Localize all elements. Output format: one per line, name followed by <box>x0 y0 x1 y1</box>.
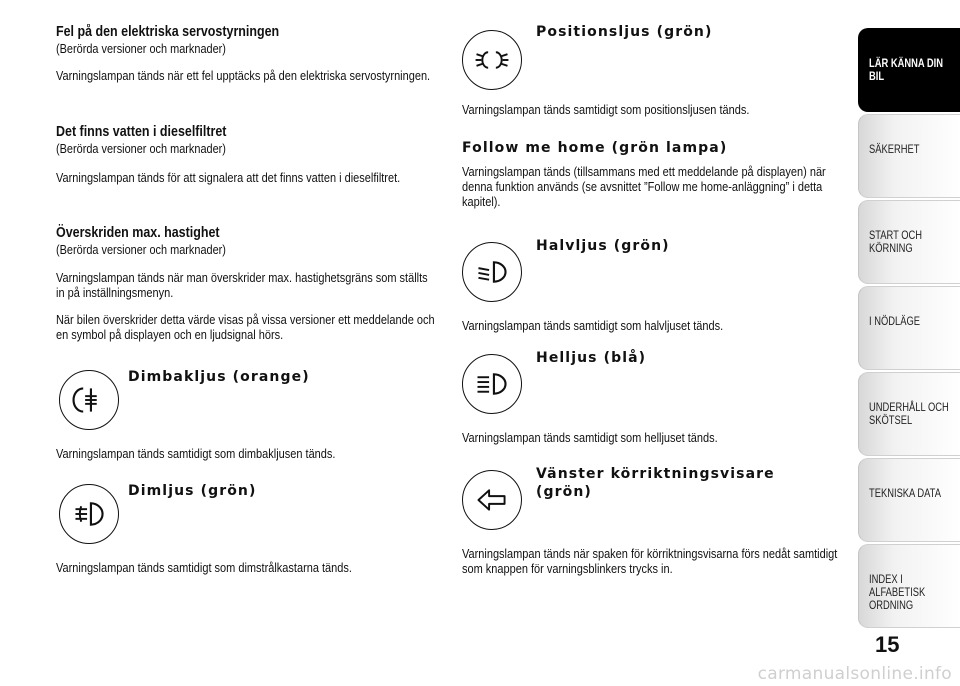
section-text: Varningslampan tänds när man överskrider max. hastighetsgräns som ställts in på inställningsmenyn. <box>56 270 428 300</box>
section-title-low-beam: Halvljus (grön) <box>536 238 670 254</box>
left-turn-signal-icon <box>462 470 522 530</box>
tab-label: I NÖDLÄGE <box>869 314 920 328</box>
page-number: 15 <box>875 632 900 657</box>
section-title-rear-fog: Dimbakljus (orange) <box>128 369 310 385</box>
watermark: carmanualsonline.info <box>757 664 952 684</box>
chapter-tabs <box>858 28 960 630</box>
section-text: Varningslampan tänds samtidigt som dimbakljusen tänds. <box>56 446 336 461</box>
section-title-left-turn: Vänster körriktningsvisare <box>536 466 775 482</box>
section-title-left-turn-line2: (grön) <box>536 484 592 500</box>
section-subtitle: (Berörda versioner och marknader) <box>56 141 226 156</box>
section-text: Varningslampan tänds när spaken för körriktningsvisarna förs nedåt samtidigt som knappen för varningsblinkers trycks in. <box>462 546 838 576</box>
tab-tekniska-data[interactable] <box>858 458 960 542</box>
tab-label: INDEX I ALFABETISK ORDNING <box>869 572 926 612</box>
section-title-position-lights: Positionsljus (grön) <box>536 24 713 40</box>
section-title-follow-me-home: Follow me home (grön lampa) <box>462 140 728 156</box>
tab-sakerhet[interactable] <box>858 114 960 198</box>
tab-start-och-korning[interactable] <box>858 200 960 284</box>
section-text: Varningslampan tänds samtidigt som dimstrålkastarna tänds. <box>56 560 352 575</box>
section-text: Varningslampan tänds (tillsammans med ett meddelande på displayen) när denna funktion används (se avsnittet ”Follow me home-anläggning” i detta kapitel). <box>462 164 826 209</box>
tab-label: LÄR KÄNNA DIN BIL <box>869 56 944 83</box>
section-title-max-speed: Överskriden max. hastighet <box>56 225 220 241</box>
section-title-front-fog: Dimljus (grön) <box>128 483 257 499</box>
section-title-high-beam: Helljus (blå) <box>536 350 647 366</box>
section-subtitle: (Berörda versioner och marknader) <box>56 41 226 56</box>
section-text: När bilen överskrider detta värde visas på vissa versioner ett meddelande och en symbol på displayen och en ljudsignal hörs. <box>56 312 435 342</box>
tab-underhall-och-skotsel[interactable] <box>858 372 960 456</box>
section-text: Varningslampan tänds när ett fel upptäcks på den elektriska servostyrningen. <box>56 68 431 83</box>
section-subtitle: (Berörda versioner och marknader) <box>56 242 226 257</box>
tab-i-nodlage[interactable] <box>858 286 960 370</box>
tab-index[interactable] <box>858 544 960 628</box>
tab-label: SÄKERHET <box>869 142 920 156</box>
tab-label: TEKNISKA DATA <box>869 486 941 500</box>
high-beam-icon <box>462 354 522 414</box>
position-light-icon <box>462 30 522 90</box>
front-fog-light-icon <box>59 484 119 544</box>
section-title-water-diesel: Det finns vatten i dieselfiltret <box>56 124 227 140</box>
low-beam-icon <box>462 242 522 302</box>
section-text: Varningslampan tänds samtidigt som helljuset tänds. <box>462 430 718 445</box>
section-text: Varningslampan tänds samtidigt som halvljuset tänds. <box>462 318 724 333</box>
tab-lar-kanna-din-bil[interactable] <box>858 28 960 112</box>
section-text: Varningslampan tänds samtidigt som positionsljusen tänds. <box>462 102 750 117</box>
rear-fog-light-icon <box>59 370 119 430</box>
tab-label: UNDERHÅLL OCH SKÖTSEL <box>869 400 949 427</box>
section-text: Varningslampan tänds för att signalera att det finns vatten i dieselfiltret. <box>56 170 401 185</box>
tab-label: START OCH KÖRNING <box>869 228 923 255</box>
section-title-power-steering: Fel på den elektriska servostyrningen <box>56 24 280 40</box>
